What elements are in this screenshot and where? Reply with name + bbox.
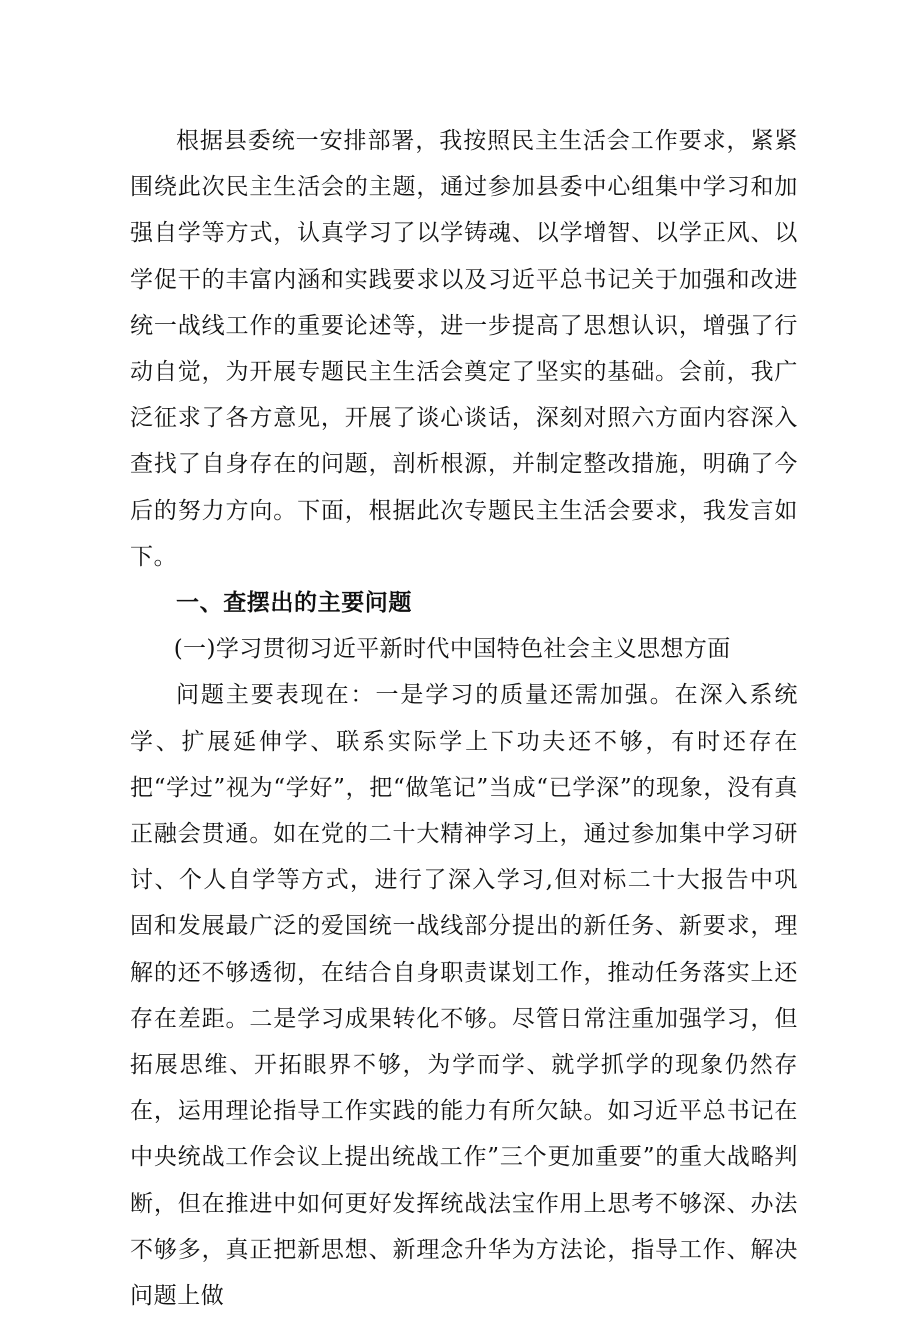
document-body <box>130 118 798 1319</box>
intro-paragraph: 根据县委统一安排部署，我按照民主生活会工作要求，紧紧围绕此次民主生活会的主题，通过参加县委中心组集中学习和加强自学等方式，认真学习了以学铸魂、以学增智、以学正风、以学促干的丰富内涵和实践要求以及习近平总书记关于加强和改进统一战线工作的重要论述等，进一步提高了思想认识，增强了行动自觉，为开展专题民主生活会奠定了坚实的基础。会前，我广泛征求了各方意见，开展了谈心谈话，深刻对照六方面内容深入查找了自身存在的问题，剖析根源，并制定整改措施，明确了今后的努力方向。下面，根据此次专题民主生活会要求，我发言如下。 <box>130 128 798 570</box>
section-heading: 一、查摆出的主要问题 <box>176 590 412 617</box>
subsection-heading: (一)学习贯彻习近平新时代中国特色社会主义思想方面 <box>173 636 731 663</box>
body-paragraph: 问题主要表现在：一是学习的质量还需加强。在深入系统学、扩展延伸学、联系实际学上下功夫还不够，有时还存在把“学过”视为“学好”，把“做笔记”当成“已学深”的现象，没有真正融会贯通。如在党的二十大精神学习上，通过参加集中学习研讨、个人自学等方式，进行了深入学习,但对标二十大报告中巩固和发展最广泛的爱国统一战线部分提出的新任务、新要求，理解的还不够透彻，在结合自身职责谋划工作，推动任务落实上还存在差距。二是学习成果转化不够。尽管日常注重加强学习，但拓展思维、开拓眼界不够，为学而学、就学抓学的现象仍然存在，运用理论指导工作实践的能力有所欠缺。如习近平总书记在中央统战工作会议上提出统战工作”三个更加重要”的重大战略判断，但在推进中如何更好发挥统战法宝作用上思考不够深、办法不够多，真正把新思想、新理念升华为方法论，指导工作、解决问题上做 <box>130 682 798 1310</box>
